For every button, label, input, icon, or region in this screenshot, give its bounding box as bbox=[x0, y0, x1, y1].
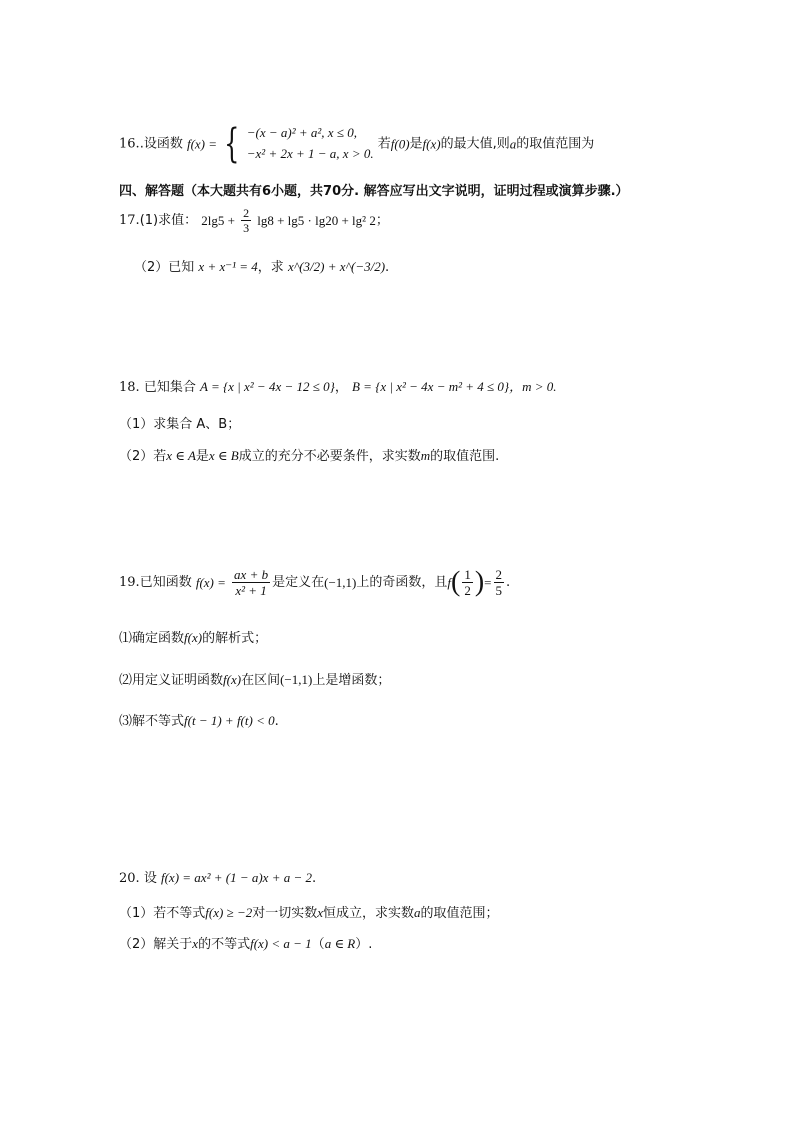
question-16 bbox=[119, 120, 595, 167]
q17-frac-num: 2 bbox=[243, 206, 250, 220]
q20-definition: f(x) = ax² + (1 − a)x + a − 2 bbox=[160, 870, 312, 885]
q19-half bbox=[462, 568, 473, 597]
q19-mid: 是定义在 bbox=[272, 575, 325, 590]
q19-half-den: 2 bbox=[464, 583, 471, 598]
q17-end: ； bbox=[375, 213, 389, 228]
question-20-part1 bbox=[119, 906, 499, 920]
q20-part2-text: ）. bbox=[355, 937, 373, 952]
question-18-part2 bbox=[119, 449, 499, 463]
q18-sep: ， bbox=[334, 380, 348, 395]
q20-part1-text: （1）若不等式 bbox=[119, 906, 206, 921]
q19-val-num: 2 bbox=[495, 567, 502, 582]
q16-brace: { bbox=[224, 120, 240, 167]
q20-part1-expr: f(x) ≥ −2 bbox=[205, 905, 253, 920]
q20-part1-text: 的取值范围； bbox=[420, 906, 499, 921]
q19-fx: f(x) = bbox=[195, 575, 226, 590]
q19-number: 19. bbox=[119, 575, 140, 590]
q19-frac-den: x² + 1 bbox=[235, 583, 267, 598]
q17-frac-den: 3 bbox=[243, 221, 250, 235]
q17-end2: . bbox=[385, 260, 390, 275]
q18-xa: x ∈ A bbox=[166, 448, 196, 463]
q16-fx: f(x) = bbox=[186, 136, 218, 152]
q20-x2: x bbox=[192, 936, 199, 951]
q19-interval: (−1,1) bbox=[324, 575, 357, 590]
q19-eq: = bbox=[484, 575, 492, 590]
q18-part2-text: 的取值范围. bbox=[430, 449, 500, 464]
q16-text: 若 bbox=[377, 136, 391, 152]
q19-part2-text: ⑵用定义证明函数 bbox=[119, 673, 224, 688]
q19-part1-text: ⑴确定函数 bbox=[119, 631, 185, 646]
q17-fraction bbox=[241, 207, 251, 234]
question-19-part3 bbox=[119, 714, 279, 728]
q19-half-num: 1 bbox=[464, 567, 471, 582]
q17-condition: x + x⁻¹ = 4 bbox=[198, 259, 258, 274]
q18-part2-text: 成立的充分不必要条件，求实数 bbox=[238, 449, 421, 464]
q19-paren-open: ( bbox=[451, 566, 461, 598]
q19-end: . bbox=[506, 575, 511, 590]
q19-part1-f: f(x) bbox=[184, 630, 203, 645]
q18-cond: ，m > 0. bbox=[509, 379, 557, 394]
q17-number: 17. bbox=[119, 213, 140, 228]
question-17-part2 bbox=[134, 260, 389, 274]
q17-part1-label: (1)求值： bbox=[139, 213, 198, 228]
q16-text: 的取值范围为 bbox=[516, 136, 595, 152]
question-19 bbox=[119, 568, 510, 597]
section-heading: 四、解答题（本大题共有6小题，共70分. 解答应写出文字说明，证明过程或演算步骤.） bbox=[119, 184, 629, 199]
q19-part3-text: ⑶解不等式 bbox=[119, 714, 185, 729]
q20-part2-expr: f(x) < a − 1 bbox=[250, 936, 312, 951]
q19-part3-end: . bbox=[274, 714, 279, 729]
q18-part2-text: 是 bbox=[195, 449, 209, 464]
q18-number: 18. bbox=[119, 380, 140, 395]
q16-fx2: f(x) bbox=[422, 136, 441, 152]
q18-part2-text: （2）若 bbox=[119, 449, 167, 464]
q20-x: x bbox=[317, 905, 324, 920]
q19-mid2: 上的奇函数，且 bbox=[356, 575, 448, 590]
q17-part2-label: （2）已知 bbox=[134, 260, 195, 275]
q19-part2-interval: (−1,1) bbox=[280, 672, 313, 687]
q19-part2-text: 上是增函数； bbox=[312, 673, 391, 688]
q16-case2: −x² + 2x + 1 − a, x > 0. bbox=[246, 145, 374, 161]
q20-end: . bbox=[311, 871, 317, 886]
q19-paren-close: ) bbox=[474, 566, 485, 598]
question-17-part1 bbox=[119, 207, 389, 234]
q17-expr-b: lg8 + lg5 · lg20 + lg² 2 bbox=[257, 213, 376, 228]
q20-number: 20. bbox=[119, 871, 140, 886]
question-19-part1 bbox=[119, 631, 267, 645]
q20-part2-cond: a ∈ R bbox=[324, 936, 356, 951]
q16-text: 的最大值,则 bbox=[440, 136, 510, 152]
q20-lead: 设 bbox=[143, 871, 157, 886]
q19-part2-f: f(x) bbox=[223, 672, 242, 687]
q16-a: a bbox=[509, 136, 517, 152]
q19-value bbox=[494, 568, 505, 597]
q16-case1: −(x − a)² + a², x ≤ 0, bbox=[246, 125, 357, 140]
q19-frac-num: ax + b bbox=[234, 567, 269, 582]
q20-part2-text: （ bbox=[311, 937, 325, 952]
q16-f0: f(0) bbox=[390, 136, 410, 152]
q18-part1: （1）求集合 A、B； bbox=[119, 417, 241, 432]
q20-part2-text: 的不等式 bbox=[198, 937, 251, 952]
question-20 bbox=[119, 871, 316, 885]
q19-lead: 已知函数 bbox=[139, 575, 192, 590]
question-20-part2 bbox=[119, 937, 372, 951]
q16-number: 16. bbox=[119, 136, 140, 152]
q17-target: x^(3/2) + x^(−3/2) bbox=[287, 259, 386, 274]
q19-f: f bbox=[447, 575, 451, 590]
q20-part1-text: 对一切实数 bbox=[252, 906, 318, 921]
q19-part3-expr: f(t − 1) + f(t) < 0 bbox=[184, 713, 275, 728]
q18-lead: 已知集合 bbox=[143, 380, 196, 395]
q19-val-den: 5 bbox=[495, 583, 502, 598]
q18-xb: x ∈ B bbox=[208, 448, 239, 463]
q16-cases bbox=[247, 123, 374, 165]
q16-lead: .设函数 bbox=[139, 136, 183, 152]
q18-set-b: B = {x | x² − 4x − m² + 4 ≤ 0} bbox=[351, 379, 510, 394]
question-19-part2 bbox=[119, 673, 390, 687]
q17-expr-a: 2lg5 + bbox=[201, 213, 235, 228]
q19-part2-text: 在区间 bbox=[241, 673, 281, 688]
q20-a: a bbox=[414, 905, 421, 920]
q20-part1-text: 恒成立，求实数 bbox=[323, 906, 415, 921]
q19-part1-text: 的解析式； bbox=[202, 631, 268, 646]
question-18 bbox=[119, 380, 557, 394]
q16-text: 是 bbox=[409, 136, 423, 152]
q17-mid: ，求 bbox=[257, 260, 284, 275]
q20-part2-text: （2）解关于 bbox=[119, 937, 193, 952]
q18-m: m bbox=[420, 448, 431, 463]
q18-set-a: A = {x | x² − 4x − 12 ≤ 0} bbox=[199, 379, 335, 394]
q19-fraction bbox=[232, 568, 270, 597]
